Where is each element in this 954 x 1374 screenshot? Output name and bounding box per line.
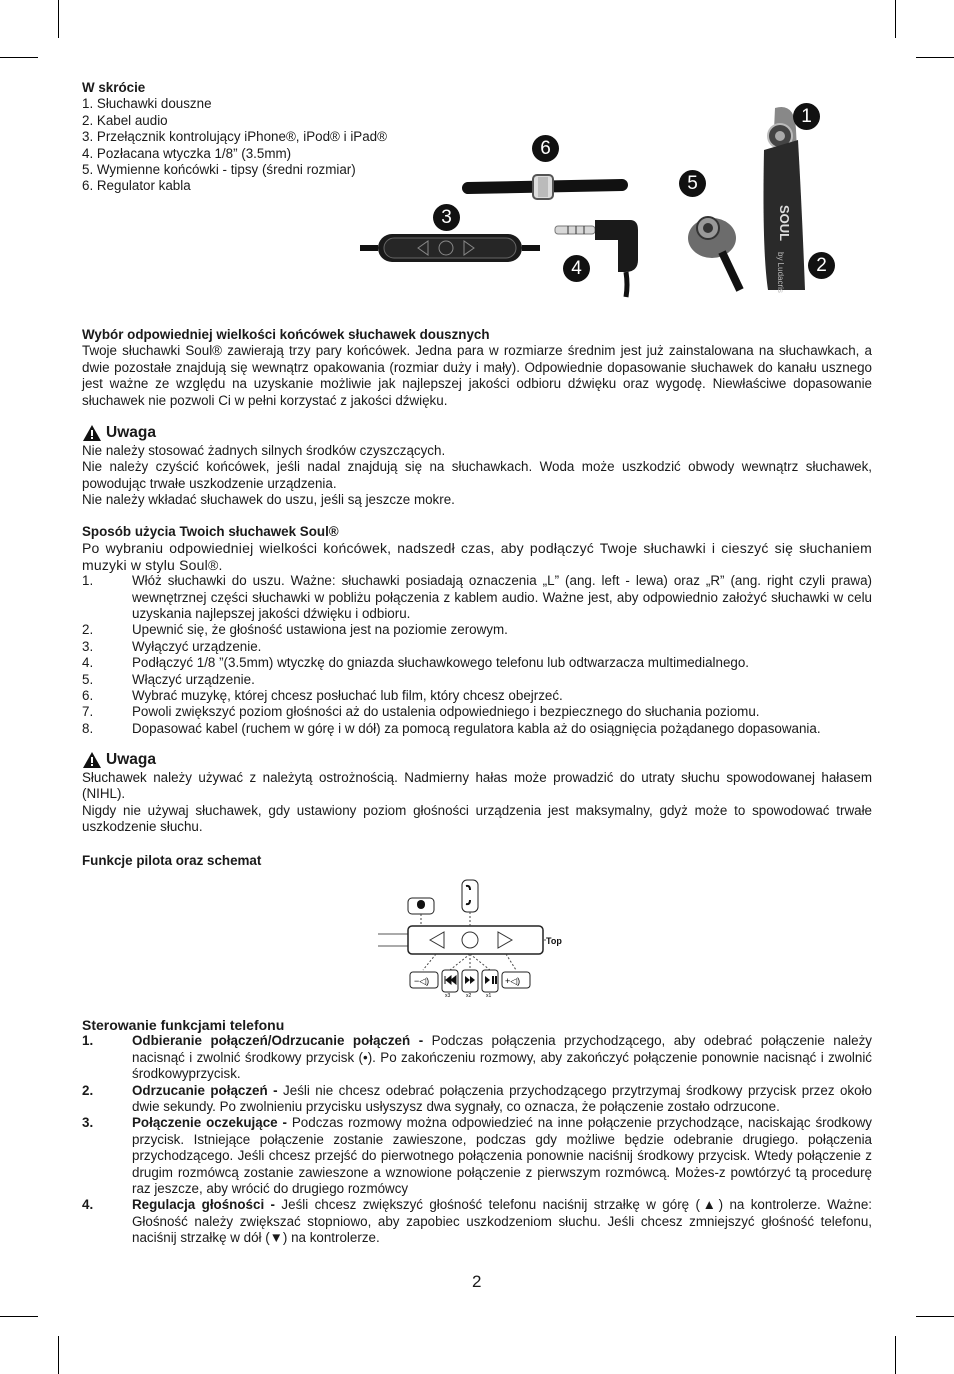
remote-body <box>408 926 543 954</box>
callout-badge: 5 <box>679 170 706 197</box>
svg-text:+◁): +◁) <box>505 976 521 986</box>
brand-subtext: by Ludacris <box>776 252 785 293</box>
usage-heading: Sposób użycia Twoich słuchawek Soul® <box>82 524 339 539</box>
summary-item: 1. Słuchawki douszne <box>82 96 212 112</box>
callout-badge: 2 <box>808 252 835 279</box>
product-figure <box>350 100 850 300</box>
phone-item: 3. Połączenie oczekujące - Podczas rozmowy można odpowiedzieć na inne połączenie przychodzące, naciskając środkowy przycisk. Istniejące połączenie zostanie zawieszone, podczas gdy możliwe będzie odebranie drugiego. połączenia przychodzącego. Jeśli chcesz przejść do pierwotnego połączenia ponownie naciśnij środkowy przycisk. Wtedy połączenie z drugim rozmówcą zostanie zawieszone a wznowione połączenie z pierwszym rozmówcą. Możes-z powtórzyć tą procedurę raz jeszcze, aby wrócić do drugiego rozmówcy <box>82 1115 872 1197</box>
page-number: 2 <box>472 1272 482 1291</box>
warning-line: Nie należy stosować żadnych silnych środków czyszczących. <box>82 443 446 458</box>
tips-heading: Wybór odpowiedniej wielkości końcówek słuchawek dousznych <box>82 327 490 342</box>
summary-item: 2. Kabel audio <box>82 112 168 128</box>
usage-step: 4. Podłączyć 1/8 ”(3.5mm) wtyczkę do gniazda słuchawkowego telefonu lub odtwarzacza multimedialnego. <box>82 655 750 671</box>
usage-step: 1. Włóż słuchawki do uszu. Ważne: słuchawki posiadają oznaczenia „L” (ang. left - lewa) oraz „R” (ang. right czyli prawa) wewnętrznej części słuchawki w pobliżu połączenia z kablem audio. Ważne jest, aby odpowiednio założyć słuchawki w celu uzyskania najlepszej jakości dźwięku i odbioru. <box>82 573 872 622</box>
phone-section <box>82 1017 872 1247</box>
summary-item: 6. Regulator kabla <box>82 178 191 194</box>
summary-item: 4. Pozłacana wtyczka 1/8” (3.5mm) <box>82 145 292 161</box>
warning-section <box>82 424 872 509</box>
usage-step: 8. Dopasować kabel (ruchem w górę i w dół) za pomocą regulatora kabla aż do osiągnięcia pożądanego dopasowania. <box>82 720 821 736</box>
top-label: Top <box>546 936 562 946</box>
warning-icon <box>82 424 102 442</box>
summary-item: 5. Wymienne końcówki - tipsy (średni rozmiar) <box>82 162 356 178</box>
remote-heading: Funkcje pilota oraz schemat <box>82 853 262 868</box>
warning-line: Słuchawek należy używać z należytą ostrożnością. Nadmierny hałas może prowadzić do utraty słuchu spowodowanej hałasem (NIHL). <box>82 770 872 802</box>
tips-body: Twoje słuchawki Soul® zawierają trzy pary końcówek. Jedna para w rozmiarze średnim jest już zainstalowana na słuchawkach, a dwie pozostałe znajdują się wewnątrz opakowania (rozmiar duży i mały). Odpowiednie dopasowanie słuchawek do kanału usznego jest ważne ze względu na uzyskanie możliwie jak najlepszej jakości odbioru dźwięku oraz wygodę. Niewłaściwe dopasowanie słuchawek nie pozwoli Ci w pełni korzystać z jakości dźwięku. <box>82 343 872 408</box>
usage-step: 5. Włączyć urządzenie. <box>82 671 255 687</box>
cable-adjuster-illustration <box>468 175 622 199</box>
press-count-label: x1 <box>486 993 492 999</box>
warning-line: Nie należy wkładać słuchawek do uszu, jeśli są jeszcze mokre. <box>82 492 455 508</box>
remote-illustration <box>360 234 540 262</box>
phone-item: 4. Regulacja głośności - Jeśli chcesz zwiększyć głośność telefonu naciśnij strzałkę w górę (▲) na kontrolerze. Ważne: Głośność należy zwiększać stopniowo, aby zapobiec uszkodzeniom słuchu. Jeśli chcesz zmniejszyć głośność telefonu, naciśnij strzałkę w dół (▼) na kontrolerze. <box>82 1197 872 1246</box>
crop-mark <box>0 1316 38 1317</box>
phone-heading: Sterowanie funkcjami telefonu <box>82 1017 285 1033</box>
summary-heading: W skrócie <box>82 80 146 95</box>
crop-mark <box>58 0 59 38</box>
warning-heading <box>82 424 872 442</box>
usage-section <box>82 524 872 737</box>
earphone-illustration <box>764 107 806 293</box>
usage-intro: Po wybraniu odpowiedniej wielkości końcówek, nadszedł czas, aby podłączyć Twoje słuchawki i cieszyć się słuchaniem muzyki w stylu Soul®. <box>82 540 872 573</box>
phone-item: 2. Odrzucanie połączeń - Jeśli nie chcesz odebrać połączenia przychodzącego przytrzymaj środkowy przycisk przez około dwie sekundy. Po zwolnieniu przycisku usłyszysz dwa sygnały, co oznacza, że połączenie zostało odrzucone. <box>82 1082 872 1115</box>
crop-mark <box>895 1336 896 1374</box>
press-count-label: x3 <box>445 993 451 999</box>
usage-step: 6. Wybrać muzykę, której chcesz posłuchać lub film, który chcesz obejrzeć. <box>82 688 563 704</box>
remote-diagram <box>378 876 578 1000</box>
crop-mark <box>0 57 38 58</box>
phone-icon <box>462 880 478 912</box>
crop-mark <box>916 1316 954 1317</box>
usage-step: 2. Upewnić się, że głośność ustawiona jest na poziomie zerowym. <box>82 622 508 638</box>
usage-step: 3. Wyłączyć urządzenie. <box>82 638 262 654</box>
callout-badge: 3 <box>433 204 460 231</box>
crop-mark <box>58 1336 59 1374</box>
phone-item: 1. Odbieranie połączeń/Odrzucanie połączeń - Podczas połączenia przychodzącego, aby odebrać połączenie należy nacisnąć i zwolnić środkowy przycisk (•). Po zakończeniu rozmowy, aby zakończyć połączenie ponownie nacisnąć i zwolnić środkowyprzycisk. <box>82 1033 872 1082</box>
warning-title: Uwaga <box>106 423 156 441</box>
press-count-label: x2 <box>466 993 472 999</box>
warning-icon <box>82 751 102 769</box>
crop-mark <box>916 57 954 58</box>
usage-step: 7. Powoli zwiększyć poziom głośności aż do ustalenia odpowiedniego i bezpiecznego do słuchania poziomu. <box>82 704 760 720</box>
callout-badge: 4 <box>563 255 590 282</box>
warning-heading <box>82 751 872 769</box>
svg-text:−◁): −◁) <box>414 976 430 986</box>
tips-section <box>82 327 872 409</box>
warning-section <box>82 751 872 836</box>
brand-text: SOUL <box>777 205 792 242</box>
crop-mark <box>895 0 896 38</box>
earbud-tip-illustration <box>688 217 740 290</box>
warning-line: Nigdy nie używaj słuchawek, gdy ustawiony poziom głośności urządzenia jest maksymalny, gdyż może to spowodować trwałe uszkodzenie słuchu. <box>82 802 872 835</box>
callout-badge: 1 <box>793 103 820 130</box>
warning-title: Uwaga <box>106 750 156 768</box>
warning-line: Nie należy czyścić końcówek, jeśli nadal znajdują się na słuchawkach. Woda może uszkodzić obwody wewnątrz słuchawek, powodując trwałe uszkodzenie urządzenia. <box>82 459 872 491</box>
callout-badge: 6 <box>532 135 559 162</box>
summary-item: 3. Przełącznik kontrolujący iPhone®, iPod® i iPad® <box>82 129 387 145</box>
